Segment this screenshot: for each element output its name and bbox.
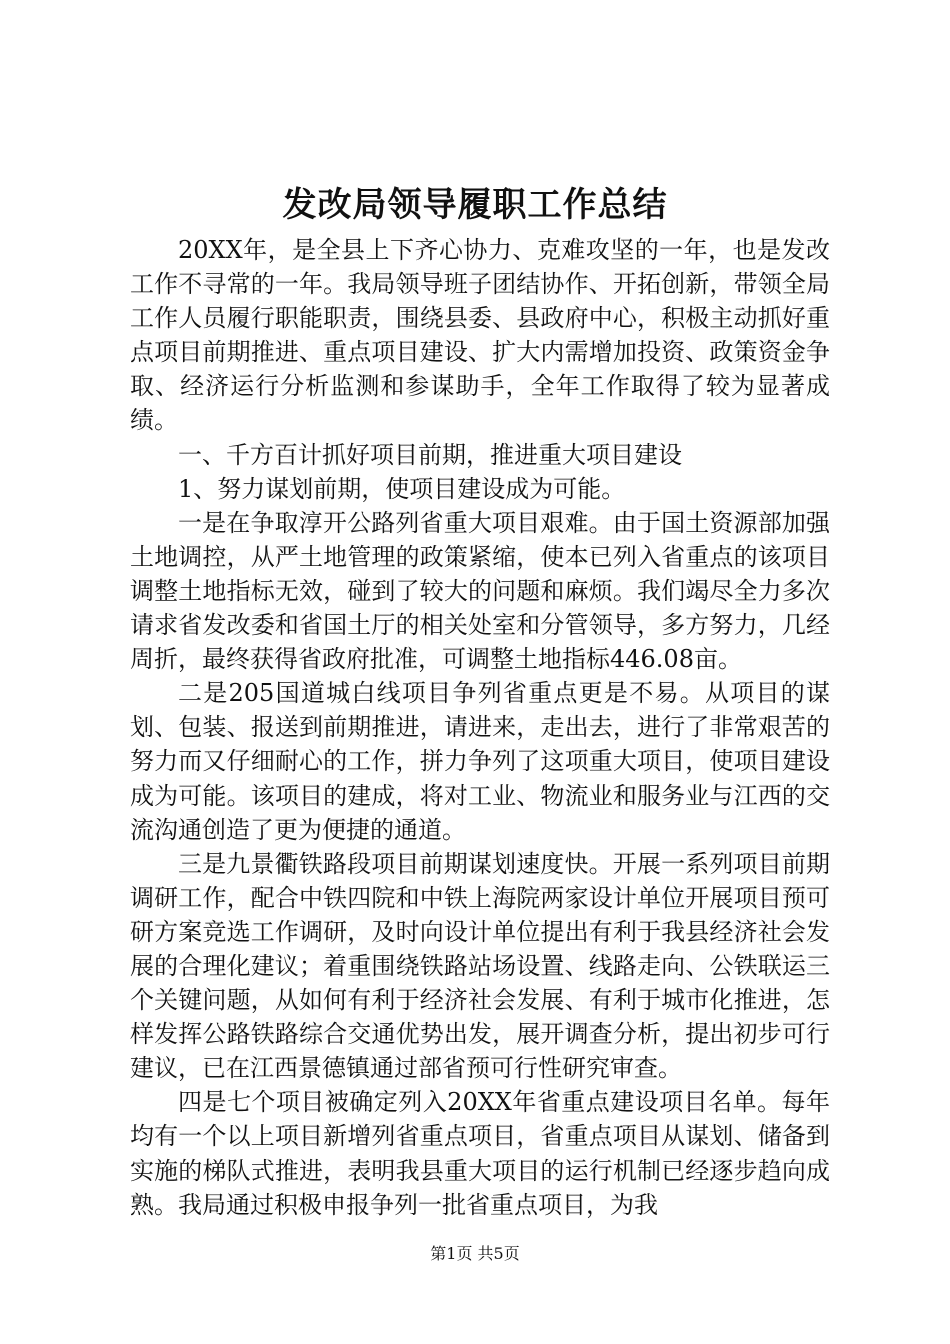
page-number-footer: 第1页 共5页 [430, 1244, 520, 1263]
section-heading-1: 一、千方百计抓好项目前期，推进重大项目建设 [178, 440, 682, 469]
paragraph-item-3: 三是九景衢铁路段项目前期谋划速度快。开展一系列项目前期调研工作，配合中铁四院和中铁上海院两家设计单位开展项目预可研方案竞选工作调研，及时向设计单位提出有利于我县经济社会发展的合理化建议；着重围绕铁路站场设置、线路走向、公铁联运三个关键问题，从如何有利于经济社会发展、有利于城市化推进，怎样发挥公路铁路综合交通优势出发，展开调查分析，提出初步可行建议，已在江西景德镇通过部省预可行性研究审查。 [130, 849, 830, 1083]
subsection-heading-1: 1、努力谋划前期，使项目建设成为可能。 [178, 474, 626, 503]
paragraph-item-1: 一是在争取淳开公路列省重大项目艰难。由于国土资源部加强土地调控，从严土地管理的政策紧缩，使本已列入省重点的该项目调整土地指标无效，碰到了较大的问题和麻烦。我们竭尽全力多次请求省发改委和省国土厅的相关处室和分管领导，多方努力，几经周折，最终获得省政府批准，可调整土地指标446.08亩。 [130, 508, 830, 674]
paragraph-item-2: 二是205国道城白线项目争列省重点更是不易。从项目的谋划、包装、报送到前期推进，请进来，走出去，进行了非常艰苦的努力而又仔细耐心的工作，拼力争列了这项重大项目，使项目建设成为可能。该项目的建成，将对工业、物流业和服务业与江西的交流沟通创造了更为便捷的通道。 [130, 679, 830, 844]
document-title: 发改局领导履职工作总结 [282, 185, 668, 225]
paragraph-item-4: 四是七个项目被确定列入20XX年省重点建设项目名单。每年均有一个以上项目新增列省重点项目，省重点项目从谋划、储备到实施的梯队式推进，表明我县重大项目的运行机制已经逐步趋向成熟。我局通过积极申报争列一批省重点项目，为我 [130, 1088, 830, 1219]
document-body [130, 233, 830, 1222]
paragraph-intro: 20XX年，是全县上下齐心协力、克难攻坚的一年，也是发改工作不寻常的一年。我局领导班子团结协作、开拓创新，带领全局工作人员履行职能职责，围绕县委、县政府中心，积极主动抓好重点项目前期推进、重点项目建设、扩大内需增加投资、政策资金争取、经济运行分析监测和参谋助手，全年工作取得了较为显著成绩。 [130, 236, 830, 435]
